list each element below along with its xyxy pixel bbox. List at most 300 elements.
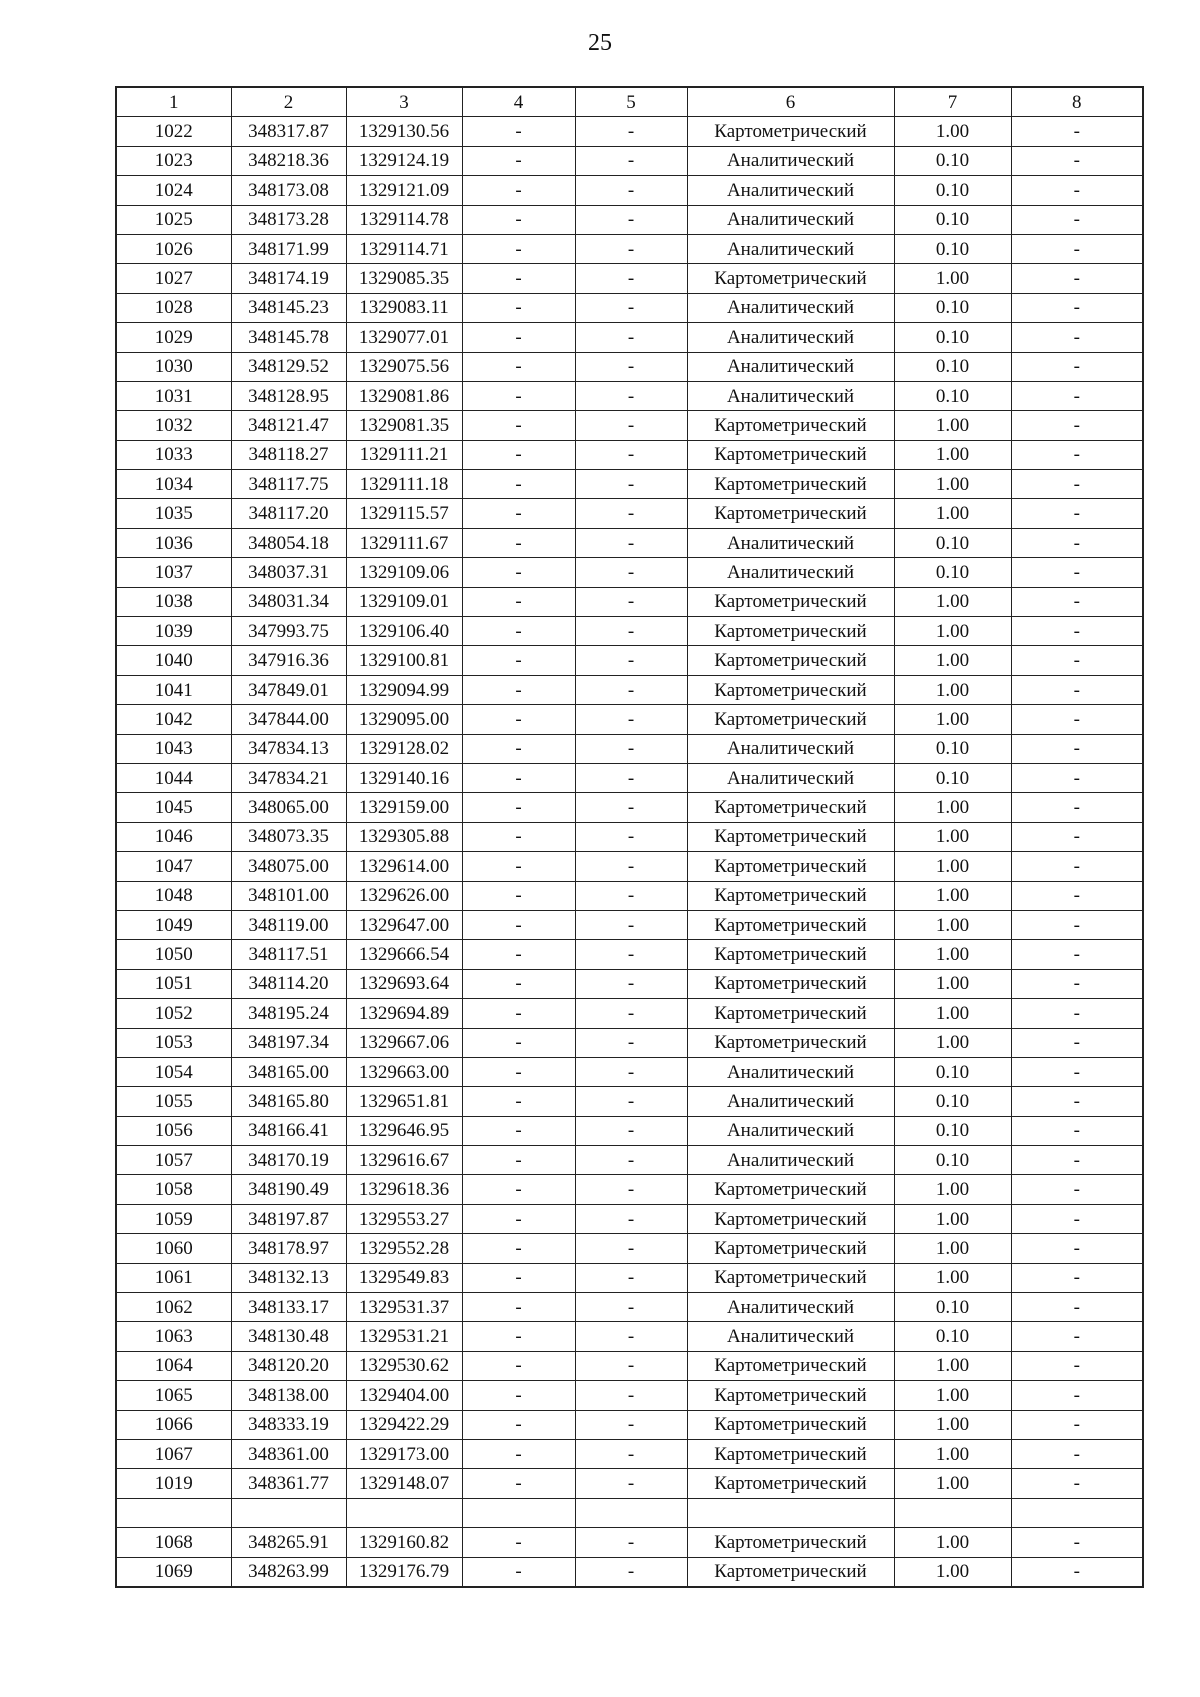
cell-accuracy: 1.00 (894, 969, 1011, 998)
cell-accuracy: 1.00 (894, 117, 1011, 146)
cell-y-coordinate: 1329667.06 (346, 1028, 462, 1057)
cell-col-5: - (575, 528, 687, 557)
table-row (116, 1528, 1143, 1557)
table-row (116, 411, 1143, 440)
cell-point-number: 1043 (116, 734, 231, 763)
cell-col-8: - (1011, 293, 1143, 322)
cell-accuracy: 0.10 (894, 1293, 1011, 1322)
cell-col-5: - (575, 381, 687, 410)
table-row (116, 675, 1143, 704)
table-row (116, 1057, 1143, 1086)
cell-y-coordinate: 1329626.00 (346, 881, 462, 910)
cell-x-coordinate: 348166.41 (231, 1116, 346, 1145)
cell-col-4: - (462, 117, 575, 146)
cell-method: Аналитический (687, 205, 894, 234)
table-row (116, 558, 1143, 587)
cell-col-8: - (1011, 381, 1143, 410)
cell-col-8: - (1011, 117, 1143, 146)
cell-col-5: - (575, 323, 687, 352)
cell-point-number: 1055 (116, 1087, 231, 1116)
cell-col-8: - (1011, 1293, 1143, 1322)
cell-col-4: - (462, 1322, 575, 1351)
table-row (116, 1263, 1143, 1292)
column-header-7: 7 (894, 87, 1011, 117)
cell-point-number: 1064 (116, 1351, 231, 1380)
cell-col-5: - (575, 763, 687, 792)
cell-col-5: - (575, 1293, 687, 1322)
cell-col-8: - (1011, 264, 1143, 293)
cell-col-5: - (575, 1469, 687, 1498)
cell-x-coordinate: 348121.47 (231, 411, 346, 440)
table-row (116, 470, 1143, 499)
cell-accuracy: 1.00 (894, 1263, 1011, 1292)
cell-accuracy: 1.00 (894, 675, 1011, 704)
cell-y-coordinate: 1329651.81 (346, 1087, 462, 1116)
cell-col-8: - (1011, 734, 1143, 763)
cell-accuracy: 1.00 (894, 1410, 1011, 1439)
cell-y-coordinate: 1329160.82 (346, 1528, 462, 1557)
cell-col-8: - (1011, 675, 1143, 704)
cell-method: Аналитический (687, 1293, 894, 1322)
cell-y-coordinate: 1329081.86 (346, 381, 462, 410)
cell-col-8: - (1011, 1528, 1143, 1557)
cell-x-coordinate: 348263.99 (231, 1557, 346, 1587)
cell-method: Картометрический (687, 1439, 894, 1468)
table-row (116, 940, 1143, 969)
cell-y-coordinate: 1329111.18 (346, 470, 462, 499)
cell-col-4: - (462, 705, 575, 734)
cell-x-coordinate: 348195.24 (231, 999, 346, 1028)
cell-point-number: 1035 (116, 499, 231, 528)
cell-y-coordinate: 1329305.88 (346, 822, 462, 851)
cell-col-4: - (462, 587, 575, 616)
cell-accuracy: 0.10 (894, 528, 1011, 557)
table-row (116, 881, 1143, 910)
cell-col-4: - (462, 940, 575, 969)
cell-x-coordinate: 348128.95 (231, 381, 346, 410)
cell-x-coordinate: 348265.91 (231, 1528, 346, 1557)
cell-point-number: 1024 (116, 176, 231, 205)
table-row (116, 587, 1143, 616)
cell-accuracy: 0.10 (894, 205, 1011, 234)
cell-y-coordinate: 1329531.21 (346, 1322, 462, 1351)
cell-col-5: - (575, 705, 687, 734)
cell-x-coordinate: 348129.52 (231, 352, 346, 381)
cell-point-number: 1056 (116, 1116, 231, 1145)
cell-method: Аналитический (687, 558, 894, 587)
cell-col-4: - (462, 822, 575, 851)
cell-col-8: - (1011, 940, 1143, 969)
page-number: 25 (588, 30, 612, 56)
cell-accuracy: 1.00 (894, 1351, 1011, 1380)
cell-x-coordinate: 347916.36 (231, 646, 346, 675)
cell-point-number: 1068 (116, 1528, 231, 1557)
cell-col-5: - (575, 1028, 687, 1057)
cell-col-4: - (462, 646, 575, 675)
cell-method: Аналитический (687, 1057, 894, 1086)
cell-point-number: 1048 (116, 881, 231, 910)
table-row (116, 822, 1143, 851)
cell-col-5: - (575, 293, 687, 322)
cell-accuracy: 1.00 (894, 499, 1011, 528)
cell-x-coordinate: 347993.75 (231, 617, 346, 646)
cell-col-5: - (575, 117, 687, 146)
cell-col-8: - (1011, 1204, 1143, 1233)
cell-col-4: - (462, 1146, 575, 1175)
cell-col-4: - (462, 558, 575, 587)
cell-col-5: - (575, 146, 687, 175)
cell-method: Картометрический (687, 1204, 894, 1233)
table-row (116, 117, 1143, 146)
cell-col-4: - (462, 176, 575, 205)
cell-accuracy: 1.00 (894, 264, 1011, 293)
cell-col-4: - (462, 146, 575, 175)
cell-y-coordinate: 1329109.01 (346, 587, 462, 616)
cell-col-4: - (462, 352, 575, 381)
cell-col-5: - (575, 470, 687, 499)
cell-col-4: - (462, 675, 575, 704)
cell-col-8: - (1011, 1381, 1143, 1410)
table-row (116, 176, 1143, 205)
table-row (116, 763, 1143, 792)
cell-col-5: - (575, 1322, 687, 1351)
cell-method: Аналитический (687, 1116, 894, 1145)
cell-col-5: - (575, 1528, 687, 1557)
table-header (116, 87, 1143, 117)
cell-x-coordinate: 348190.49 (231, 1175, 346, 1204)
cell-col-4: - (462, 1087, 575, 1116)
cell-col-5: - (575, 1351, 687, 1380)
cell-x-coordinate: 347849.01 (231, 675, 346, 704)
cell-method: Картометрический (687, 1410, 894, 1439)
cell-y-coordinate: 1329124.19 (346, 146, 462, 175)
cell-method: Картометрический (687, 470, 894, 499)
cell-point-number: 1059 (116, 1204, 231, 1233)
cell-col-4: - (462, 381, 575, 410)
cell-col-8: - (1011, 1469, 1143, 1498)
cell-col-5: - (575, 1234, 687, 1263)
cell-col-8: - (1011, 1175, 1143, 1204)
cell-x-coordinate: 348132.13 (231, 1263, 346, 1292)
cell-y-coordinate: 1329531.37 (346, 1293, 462, 1322)
cell-col-5: - (575, 176, 687, 205)
cell-col-4: - (462, 234, 575, 263)
cell-col-4: - (462, 617, 575, 646)
cell-col-8: - (1011, 587, 1143, 616)
cell-point-number: 1023 (116, 146, 231, 175)
cell-point-number: 1044 (116, 763, 231, 792)
cell-x-coordinate (231, 1498, 346, 1527)
table-row (116, 1322, 1143, 1351)
cell-x-coordinate: 348145.23 (231, 293, 346, 322)
cell-point-number: 1062 (116, 1293, 231, 1322)
cell-y-coordinate: 1329176.79 (346, 1557, 462, 1587)
cell-col-4: - (462, 881, 575, 910)
cell-col-8: - (1011, 1351, 1143, 1380)
cell-col-8: - (1011, 176, 1143, 205)
cell-method: Картометрический (687, 646, 894, 675)
cell-col-4: - (462, 323, 575, 352)
cell-col-4: - (462, 1028, 575, 1057)
cell-x-coordinate: 348073.35 (231, 822, 346, 851)
cell-point-number: 1029 (116, 323, 231, 352)
cell-accuracy: 0.10 (894, 1057, 1011, 1086)
cell-method: Аналитический (687, 1146, 894, 1175)
table-row (116, 1557, 1143, 1587)
table-row (116, 1116, 1143, 1145)
cell-method: Картометрический (687, 999, 894, 1028)
cell-method: Картометрический (687, 1381, 894, 1410)
cell-y-coordinate: 1329549.83 (346, 1263, 462, 1292)
cell-x-coordinate: 348117.51 (231, 940, 346, 969)
cell-x-coordinate: 348120.20 (231, 1351, 346, 1380)
table-row (116, 705, 1143, 734)
cell-method: Аналитический (687, 293, 894, 322)
table-row (116, 1087, 1143, 1116)
cell-point-number: 1041 (116, 675, 231, 704)
cell-col-5: - (575, 940, 687, 969)
cell-point-number: 1047 (116, 852, 231, 881)
cell-method: Картометрический (687, 264, 894, 293)
cell-method: Аналитический (687, 1322, 894, 1351)
cell-col-8: - (1011, 323, 1143, 352)
cell-accuracy: 1.00 (894, 1175, 1011, 1204)
cell-point-number: 1058 (116, 1175, 231, 1204)
cell-method: Картометрический (687, 411, 894, 440)
table-row (116, 969, 1143, 998)
table-row (116, 1204, 1143, 1233)
cell-col-4: - (462, 734, 575, 763)
cell-accuracy: 0.10 (894, 352, 1011, 381)
cell-col-8: - (1011, 470, 1143, 499)
cell-col-8: - (1011, 1322, 1143, 1351)
cell-method: Картометрический (687, 822, 894, 851)
header-row (116, 87, 1143, 117)
cell-col-4: - (462, 1175, 575, 1204)
cell-accuracy: 1.00 (894, 1469, 1011, 1498)
cell-point-number: 1038 (116, 587, 231, 616)
cell-col-5: - (575, 1410, 687, 1439)
cell-y-coordinate: 1329552.28 (346, 1234, 462, 1263)
cell-col-4: - (462, 1557, 575, 1587)
cell-y-coordinate: 1329173.00 (346, 1439, 462, 1468)
cell-accuracy: 0.10 (894, 293, 1011, 322)
cell-point-number: 1052 (116, 999, 231, 1028)
cell-col-8: - (1011, 969, 1143, 998)
cell-y-coordinate: 1329095.00 (346, 705, 462, 734)
table-row (116, 1381, 1143, 1410)
cell-y-coordinate: 1329083.11 (346, 293, 462, 322)
cell-y-coordinate: 1329614.00 (346, 852, 462, 881)
cell-method: Картометрический (687, 852, 894, 881)
table-row (116, 1351, 1143, 1380)
cell-col-8: - (1011, 440, 1143, 469)
cell-col-5: - (575, 499, 687, 528)
table-row (116, 146, 1143, 175)
cell-col-4: - (462, 1381, 575, 1410)
cell-x-coordinate: 348197.87 (231, 1204, 346, 1233)
table-row (116, 852, 1143, 881)
cell-col-4: - (462, 969, 575, 998)
cell-y-coordinate: 1329666.54 (346, 940, 462, 969)
cell-col-8: - (1011, 528, 1143, 557)
cell-accuracy: 1.00 (894, 1528, 1011, 1557)
cell-point-number: 1067 (116, 1439, 231, 1468)
cell-col-4: - (462, 793, 575, 822)
cell-col-5: - (575, 1204, 687, 1233)
cell-method: Картометрический (687, 1234, 894, 1263)
table-row (116, 234, 1143, 263)
cell-y-coordinate: 1329111.21 (346, 440, 462, 469)
cell-y-coordinate: 1329100.81 (346, 646, 462, 675)
cell-x-coordinate: 348037.31 (231, 558, 346, 587)
cell-accuracy: 1.00 (894, 617, 1011, 646)
cell-accuracy: 1.00 (894, 793, 1011, 822)
cell-col-4: - (462, 1263, 575, 1292)
cell-point-number: 1042 (116, 705, 231, 734)
cell-x-coordinate: 348361.00 (231, 1439, 346, 1468)
cell-method: Картометрический (687, 617, 894, 646)
cell-method: Аналитический (687, 352, 894, 381)
cell-method: Аналитический (687, 381, 894, 410)
cell-method: Аналитический (687, 734, 894, 763)
cell-x-coordinate: 348117.75 (231, 470, 346, 499)
cell-accuracy: 0.10 (894, 1322, 1011, 1351)
cell-col-5: - (575, 1439, 687, 1468)
cell-accuracy: 1.00 (894, 999, 1011, 1028)
cell-col-4: - (462, 999, 575, 1028)
cell-point-number: 1045 (116, 793, 231, 822)
cell-method: Картометрический (687, 440, 894, 469)
cell-point-number: 1065 (116, 1381, 231, 1410)
cell-point-number: 1057 (116, 1146, 231, 1175)
cell-method: Картометрический (687, 881, 894, 910)
cell-y-coordinate: 1329553.27 (346, 1204, 462, 1233)
cell-col-4: - (462, 1234, 575, 1263)
table-row (116, 381, 1143, 410)
cell-y-coordinate: 1329106.40 (346, 617, 462, 646)
cell-x-coordinate: 348101.00 (231, 881, 346, 910)
cell-col-5: - (575, 411, 687, 440)
cell-col-5: - (575, 910, 687, 939)
cell-y-coordinate: 1329159.00 (346, 793, 462, 822)
cell-point-number: 1046 (116, 822, 231, 851)
cell-col-5: - (575, 852, 687, 881)
cell-x-coordinate: 348218.36 (231, 146, 346, 175)
cell-col-5: - (575, 205, 687, 234)
cell-accuracy: 0.10 (894, 381, 1011, 410)
cell-col-4: - (462, 852, 575, 881)
cell-y-coordinate: 1329081.35 (346, 411, 462, 440)
cell-method: Картометрический (687, 1557, 894, 1587)
cell-method: Картометрический (687, 587, 894, 616)
cell-point-number: 1069 (116, 1557, 231, 1587)
cell-col-4: - (462, 1469, 575, 1498)
table-row (116, 617, 1143, 646)
cell-col-8: - (1011, 1234, 1143, 1263)
cell-y-coordinate: 1329085.35 (346, 264, 462, 293)
cell-col-4: - (462, 411, 575, 440)
cell-col-4: - (462, 763, 575, 792)
cell-method: Картометрический (687, 1351, 894, 1380)
cell-method: Аналитический (687, 146, 894, 175)
cell-col-8: - (1011, 881, 1143, 910)
cell-method: Картометрический (687, 1175, 894, 1204)
cell-x-coordinate: 347844.00 (231, 705, 346, 734)
table-row (116, 264, 1143, 293)
cell-y-coordinate: 1329404.00 (346, 1381, 462, 1410)
table-row (116, 499, 1143, 528)
cell-x-coordinate: 348178.97 (231, 1234, 346, 1263)
cell-x-coordinate: 348133.17 (231, 1293, 346, 1322)
cell-col-5: - (575, 1146, 687, 1175)
cell-col-5: - (575, 1381, 687, 1410)
cell-col-8: - (1011, 1087, 1143, 1116)
cell-col-5: - (575, 734, 687, 763)
cell-col-8: - (1011, 793, 1143, 822)
cell-y-coordinate (346, 1498, 462, 1527)
cell-x-coordinate: 347834.13 (231, 734, 346, 763)
cell-point-number: 1036 (116, 528, 231, 557)
cell-point-number: 1030 (116, 352, 231, 381)
cell-accuracy: 1.00 (894, 1557, 1011, 1587)
cell-x-coordinate: 348118.27 (231, 440, 346, 469)
cell-y-coordinate: 1329148.07 (346, 1469, 462, 1498)
cell-accuracy: 1.00 (894, 940, 1011, 969)
cell-y-coordinate: 1329618.36 (346, 1175, 462, 1204)
cell-col-4: - (462, 440, 575, 469)
cell-col-5: - (575, 646, 687, 675)
cell-y-coordinate: 1329111.67 (346, 528, 462, 557)
coordinates-table (115, 86, 1144, 1588)
cell-x-coordinate: 348114.20 (231, 969, 346, 998)
cell-col-8: - (1011, 558, 1143, 587)
cell-col-4: - (462, 910, 575, 939)
cell-accuracy: 0.10 (894, 176, 1011, 205)
cell-col-5: - (575, 234, 687, 263)
cell-point-number: 1022 (116, 117, 231, 146)
cell-y-coordinate: 1329094.99 (346, 675, 462, 704)
cell-col-4: - (462, 205, 575, 234)
cell-y-coordinate: 1329130.56 (346, 117, 462, 146)
cell-col-8: - (1011, 234, 1143, 263)
cell-point-number: 1031 (116, 381, 231, 410)
table-row (116, 1028, 1143, 1057)
table-row (116, 1146, 1143, 1175)
cell-method: Картометрический (687, 705, 894, 734)
cell-point-number (116, 1498, 231, 1527)
table-row (116, 293, 1143, 322)
cell-method: Аналитический (687, 323, 894, 352)
cell-accuracy: 0.10 (894, 323, 1011, 352)
cell-col-4: - (462, 470, 575, 499)
cell-accuracy: 1.00 (894, 1028, 1011, 1057)
cell-col-4: - (462, 528, 575, 557)
column-header-3: 3 (346, 87, 462, 117)
cell-col-5: - (575, 587, 687, 616)
cell-method: Картометрический (687, 940, 894, 969)
cell-accuracy: 1.00 (894, 1234, 1011, 1263)
cell-col-8: - (1011, 1116, 1143, 1145)
cell-method: Картометрический (687, 1028, 894, 1057)
cell-method: Аналитический (687, 234, 894, 263)
cell-x-coordinate: 348171.99 (231, 234, 346, 263)
table-row (116, 646, 1143, 675)
cell-point-number: 1054 (116, 1057, 231, 1086)
cell-method: Картометрический (687, 117, 894, 146)
cell-col-5: - (575, 617, 687, 646)
table-row (116, 352, 1143, 381)
